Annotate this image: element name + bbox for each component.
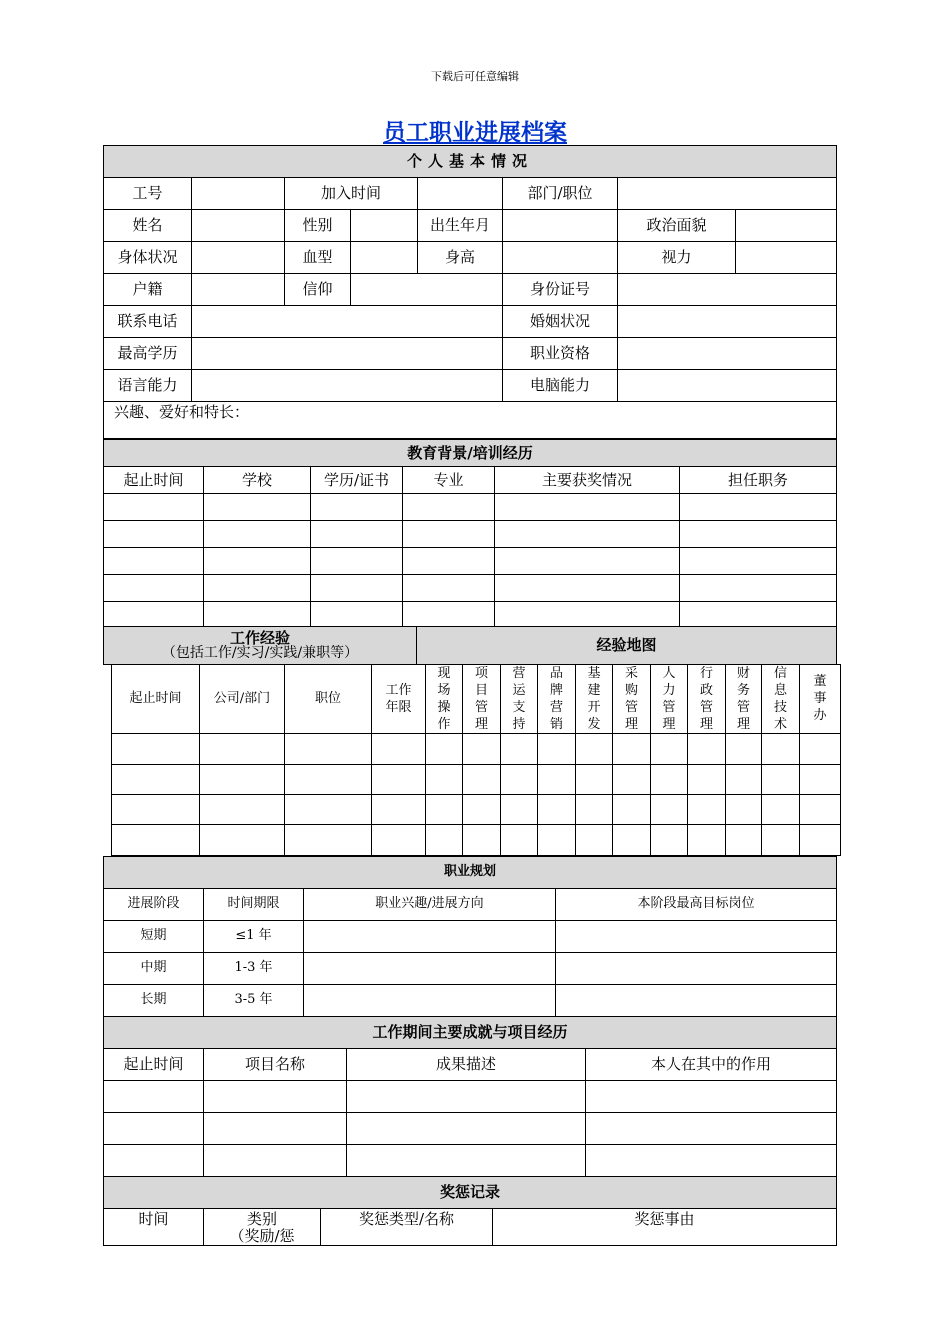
table-cell[interactable] <box>651 795 688 825</box>
table-cell[interactable] <box>800 825 841 856</box>
table-cell[interactable] <box>204 521 311 548</box>
achievements-table <box>103 1016 837 1177</box>
table-cell[interactable] <box>680 548 837 575</box>
table-row <box>104 1145 837 1177</box>
field-name[interactable] <box>192 210 285 242</box>
table-cell[interactable] <box>204 548 311 575</box>
table-cell[interactable] <box>304 953 556 985</box>
label-id-no: 身份证号 <box>503 274 618 306</box>
table-cell[interactable] <box>285 734 372 765</box>
map-col-header <box>576 665 613 734</box>
table-row <box>112 734 841 765</box>
table-cell[interactable] <box>403 494 495 521</box>
table-cell[interactable] <box>200 734 285 765</box>
table-row <box>104 1113 837 1145</box>
table-cell[interactable] <box>556 921 837 953</box>
table-cell[interactable] <box>311 521 403 548</box>
table-cell[interactable] <box>200 825 285 856</box>
map-col-label: 人力管理 <box>662 666 676 732</box>
work-table <box>111 664 841 856</box>
table-cell[interactable] <box>576 825 613 856</box>
field-id-no[interactable] <box>618 274 837 306</box>
section-rewards: 奖惩记录 <box>104 1177 837 1209</box>
table-cell[interactable] <box>726 795 762 825</box>
table-cell[interactable] <box>463 734 501 765</box>
table-cell[interactable] <box>372 734 426 765</box>
field-hobbies[interactable]: 兴趣、爱好和特长： <box>104 402 837 439</box>
basic-info-table <box>103 145 837 439</box>
table-cell[interactable] <box>347 1113 586 1145</box>
table-cell[interactable] <box>762 825 800 856</box>
map-col-label: 董事办 <box>813 674 827 723</box>
table-cell[interactable] <box>372 825 426 856</box>
table-cell[interactable] <box>204 1113 347 1145</box>
field-phone[interactable] <box>192 306 503 338</box>
label-gender: 性别 <box>285 210 351 242</box>
table-cell[interactable] <box>463 765 501 795</box>
map-col-header <box>538 665 576 734</box>
table-row <box>112 825 841 856</box>
label-join-date: 加入时间 <box>285 178 418 210</box>
label-hukou: 户籍 <box>104 274 192 306</box>
field-marital[interactable] <box>618 306 837 338</box>
table-cell[interactable] <box>426 734 463 765</box>
table-cell[interactable] <box>311 494 403 521</box>
table-row <box>104 985 837 1017</box>
map-col-label: 营运支持 <box>512 666 526 732</box>
work-header: 职位 <box>285 665 372 734</box>
field-height[interactable] <box>503 242 618 274</box>
table-row <box>104 602 837 629</box>
plan-header: 本阶段最高目标岗位 <box>556 889 837 921</box>
table-cell[interactable] <box>688 795 726 825</box>
education-table <box>103 439 837 629</box>
table-row <box>104 575 837 602</box>
table-row <box>112 795 841 825</box>
table-cell[interactable] <box>501 765 538 795</box>
field-religion[interactable] <box>351 274 503 306</box>
map-col-label: 信息技术 <box>773 666 787 732</box>
achieve-header: 成果描述 <box>347 1049 586 1081</box>
plan-stage: 中期 <box>104 953 204 985</box>
table-cell[interactable] <box>762 734 800 765</box>
section-career-plan: 职业规划 <box>104 857 837 889</box>
table-cell[interactable] <box>538 765 576 795</box>
map-col-label: 基建开发 <box>587 666 601 732</box>
field-employee-no[interactable] <box>192 178 285 210</box>
table-cell[interactable] <box>285 795 372 825</box>
field-vision[interactable] <box>736 242 837 274</box>
achieve-header: 起止时间 <box>104 1049 204 1081</box>
reward-header: 时间 <box>104 1209 204 1246</box>
map-col-label: 项目管理 <box>474 666 488 732</box>
table-cell[interactable] <box>613 825 651 856</box>
label-height: 身高 <box>418 242 503 274</box>
work-header <box>372 665 426 734</box>
label-computer: 电脑能力 <box>503 370 618 402</box>
table-cell[interactable] <box>576 765 613 795</box>
label-education: 最高学历 <box>104 338 192 370</box>
label-birth: 出生年月 <box>418 210 503 242</box>
table-cell[interactable] <box>372 795 426 825</box>
label-dept-position: 部门/职位 <box>503 178 618 210</box>
table-cell[interactable] <box>311 602 403 629</box>
label-religion: 信仰 <box>285 274 351 306</box>
plan-header: 职业兴趣/进展方向 <box>304 889 556 921</box>
table-cell[interactable] <box>311 575 403 602</box>
table-cell[interactable] <box>204 575 311 602</box>
table-cell[interactable] <box>538 734 576 765</box>
map-col-header <box>651 665 688 734</box>
rewards-table <box>103 1176 837 1246</box>
field-gender[interactable] <box>351 210 418 242</box>
table-cell[interactable] <box>112 734 200 765</box>
work-section-header <box>103 626 837 665</box>
table-row <box>104 548 837 575</box>
work-header: 起止时间 <box>112 665 200 734</box>
table-cell[interactable] <box>104 1113 204 1145</box>
edu-header: 专业 <box>403 467 495 494</box>
table-cell[interactable] <box>688 765 726 795</box>
field-political[interactable] <box>736 210 837 242</box>
section-experience-map: 经验地图 <box>417 627 837 665</box>
table-cell[interactable] <box>495 494 680 521</box>
table-row <box>104 1081 837 1113</box>
field-health[interactable] <box>192 242 285 274</box>
table-row <box>112 765 841 795</box>
field-birth[interactable] <box>503 210 618 242</box>
table-cell[interactable] <box>586 1145 837 1177</box>
reward-header: 奖惩类型/名称 <box>321 1209 493 1246</box>
table-cell[interactable] <box>613 765 651 795</box>
section-work <box>104 627 417 665</box>
label-employee-no: 工号 <box>104 178 192 210</box>
table-cell[interactable] <box>104 575 204 602</box>
table-cell[interactable] <box>285 765 372 795</box>
table-row <box>104 921 837 953</box>
table-cell[interactable] <box>112 795 200 825</box>
table-cell[interactable] <box>613 734 651 765</box>
reward-header: 奖惩事由 <box>493 1209 837 1246</box>
field-dept-position[interactable] <box>618 178 837 210</box>
table-cell[interactable] <box>495 548 680 575</box>
table-cell[interactable] <box>104 494 204 521</box>
table-cell[interactable] <box>538 825 576 856</box>
table-cell[interactable] <box>576 734 613 765</box>
map-col-label: 品牌营销 <box>549 666 563 732</box>
table-cell[interactable] <box>726 765 762 795</box>
reward-header <box>204 1209 321 1246</box>
table-cell[interactable] <box>680 575 837 602</box>
page-title: 员工职业进展档案 <box>383 120 567 146</box>
table-cell[interactable] <box>104 1081 204 1113</box>
table-cell[interactable] <box>426 795 463 825</box>
field-blood[interactable] <box>351 242 418 274</box>
section-basic-info: 个人基本情况 <box>104 146 837 178</box>
field-hukou[interactable] <box>192 274 285 306</box>
table-cell[interactable] <box>726 825 762 856</box>
career-plan-table <box>103 856 837 1017</box>
table-cell[interactable] <box>556 985 837 1017</box>
map-col-header <box>688 665 726 734</box>
table-row <box>104 953 837 985</box>
table-cell[interactable] <box>501 825 538 856</box>
table-cell[interactable] <box>104 1145 204 1177</box>
label-health: 身体状况 <box>104 242 192 274</box>
edu-header: 主要获奖情况 <box>495 467 680 494</box>
map-col-header <box>501 665 538 734</box>
plan-period: ≤1 年 <box>204 921 304 953</box>
table-cell[interactable] <box>800 795 841 825</box>
field-qualification[interactable] <box>618 338 837 370</box>
section-education: 教育背景/培训经历 <box>104 440 837 467</box>
map-col-header <box>463 665 501 734</box>
table-cell[interactable] <box>426 765 463 795</box>
plan-stage: 短期 <box>104 921 204 953</box>
table-cell[interactable] <box>538 795 576 825</box>
map-col-header <box>613 665 651 734</box>
table-row <box>104 521 837 548</box>
table-cell[interactable] <box>403 602 495 629</box>
label-language: 语言能力 <box>104 370 192 402</box>
table-cell[interactable] <box>688 734 726 765</box>
table-cell[interactable] <box>726 734 762 765</box>
table-row <box>104 494 837 521</box>
table-cell[interactable] <box>112 765 200 795</box>
label-phone: 联系电话 <box>104 306 192 338</box>
table-cell[interactable] <box>347 1145 586 1177</box>
field-join-date[interactable] <box>418 178 503 210</box>
edu-header: 学校 <box>204 467 311 494</box>
work-header: 公司/部门 <box>200 665 285 734</box>
map-col-label: 行政管理 <box>699 666 713 732</box>
reward-header-category-sub: （奖励/惩 <box>229 1226 295 1245</box>
table-cell[interactable] <box>586 1113 837 1145</box>
table-cell[interactable] <box>680 602 837 629</box>
table-cell[interactable] <box>463 825 501 856</box>
achieve-header: 本人在其中的作用 <box>586 1049 837 1081</box>
table-cell[interactable] <box>200 795 285 825</box>
table-cell[interactable] <box>304 921 556 953</box>
table-cell[interactable] <box>304 985 556 1017</box>
page-header: 下载后可任意编辑 <box>431 70 519 83</box>
plan-header: 进展阶段 <box>104 889 204 921</box>
table-cell[interactable] <box>426 825 463 856</box>
plan-period: 1-3 年 <box>204 953 304 985</box>
table-cell[interactable] <box>800 765 841 795</box>
field-language[interactable] <box>192 370 503 402</box>
table-cell[interactable] <box>651 825 688 856</box>
table-cell[interactable] <box>112 825 200 856</box>
table-cell[interactable] <box>762 795 800 825</box>
table-cell[interactable] <box>680 521 837 548</box>
table-cell[interactable] <box>680 494 837 521</box>
label-blood: 血型 <box>285 242 351 274</box>
edu-header: 担任职务 <box>680 467 837 494</box>
section-achievements: 工作期间主要成就与项目经历 <box>104 1017 837 1049</box>
table-cell[interactable] <box>104 548 204 575</box>
map-col-header <box>726 665 762 734</box>
table-cell[interactable] <box>204 602 311 629</box>
table-cell[interactable] <box>204 1145 347 1177</box>
work-subtitle: （包括工作/实习/实践/兼职等） <box>161 645 359 662</box>
table-cell[interactable] <box>501 795 538 825</box>
table-cell[interactable] <box>403 521 495 548</box>
map-col-header <box>426 665 463 734</box>
table-cell[interactable] <box>204 1081 347 1113</box>
edu-header: 起止时间 <box>104 467 204 494</box>
table-cell[interactable] <box>501 734 538 765</box>
table-cell[interactable] <box>104 521 204 548</box>
table-cell[interactable] <box>651 734 688 765</box>
map-col-label: 现场操作 <box>437 666 451 732</box>
field-computer[interactable] <box>618 370 837 402</box>
table-cell[interactable] <box>800 734 841 765</box>
edu-header: 学历/证书 <box>311 467 403 494</box>
work-header-years: 工作年限 <box>385 683 412 715</box>
table-cell[interactable] <box>556 953 837 985</box>
table-cell[interactable] <box>576 795 613 825</box>
achieve-header: 项目名称 <box>204 1049 347 1081</box>
table-cell[interactable] <box>311 548 403 575</box>
map-col-label: 财务管理 <box>736 666 750 732</box>
table-cell[interactable] <box>495 521 680 548</box>
label-marital: 婚姻状况 <box>503 306 618 338</box>
table-cell[interactable] <box>613 795 651 825</box>
label-qualification: 职业资格 <box>503 338 618 370</box>
map-col-header <box>800 665 841 734</box>
table-cell[interactable] <box>762 765 800 795</box>
label-name: 姓名 <box>104 210 192 242</box>
table-cell[interactable] <box>372 765 426 795</box>
table-cell[interactable] <box>204 494 311 521</box>
table-cell[interactable] <box>651 765 688 795</box>
map-col-header <box>762 665 800 734</box>
reward-header-category: 类别 <box>246 1210 277 1228</box>
plan-header: 时间期限 <box>204 889 304 921</box>
table-cell[interactable] <box>586 1081 837 1113</box>
table-cell[interactable] <box>285 825 372 856</box>
table-cell[interactable] <box>463 795 501 825</box>
label-vision: 视力 <box>618 242 736 274</box>
table-cell[interactable] <box>403 575 495 602</box>
work-title: 工作经验 <box>229 628 290 647</box>
label-political: 政治面貌 <box>618 210 736 242</box>
field-education[interactable] <box>192 338 503 370</box>
table-cell[interactable] <box>495 602 680 629</box>
map-col-label: 采购管理 <box>624 666 638 732</box>
table-cell[interactable] <box>688 825 726 856</box>
table-cell[interactable] <box>200 765 285 795</box>
table-cell[interactable] <box>403 548 495 575</box>
table-cell[interactable] <box>104 602 204 629</box>
plan-period: 3-5 年 <box>204 985 304 1017</box>
table-cell[interactable] <box>347 1081 586 1113</box>
table-cell[interactable] <box>495 575 680 602</box>
plan-stage: 长期 <box>104 985 204 1017</box>
